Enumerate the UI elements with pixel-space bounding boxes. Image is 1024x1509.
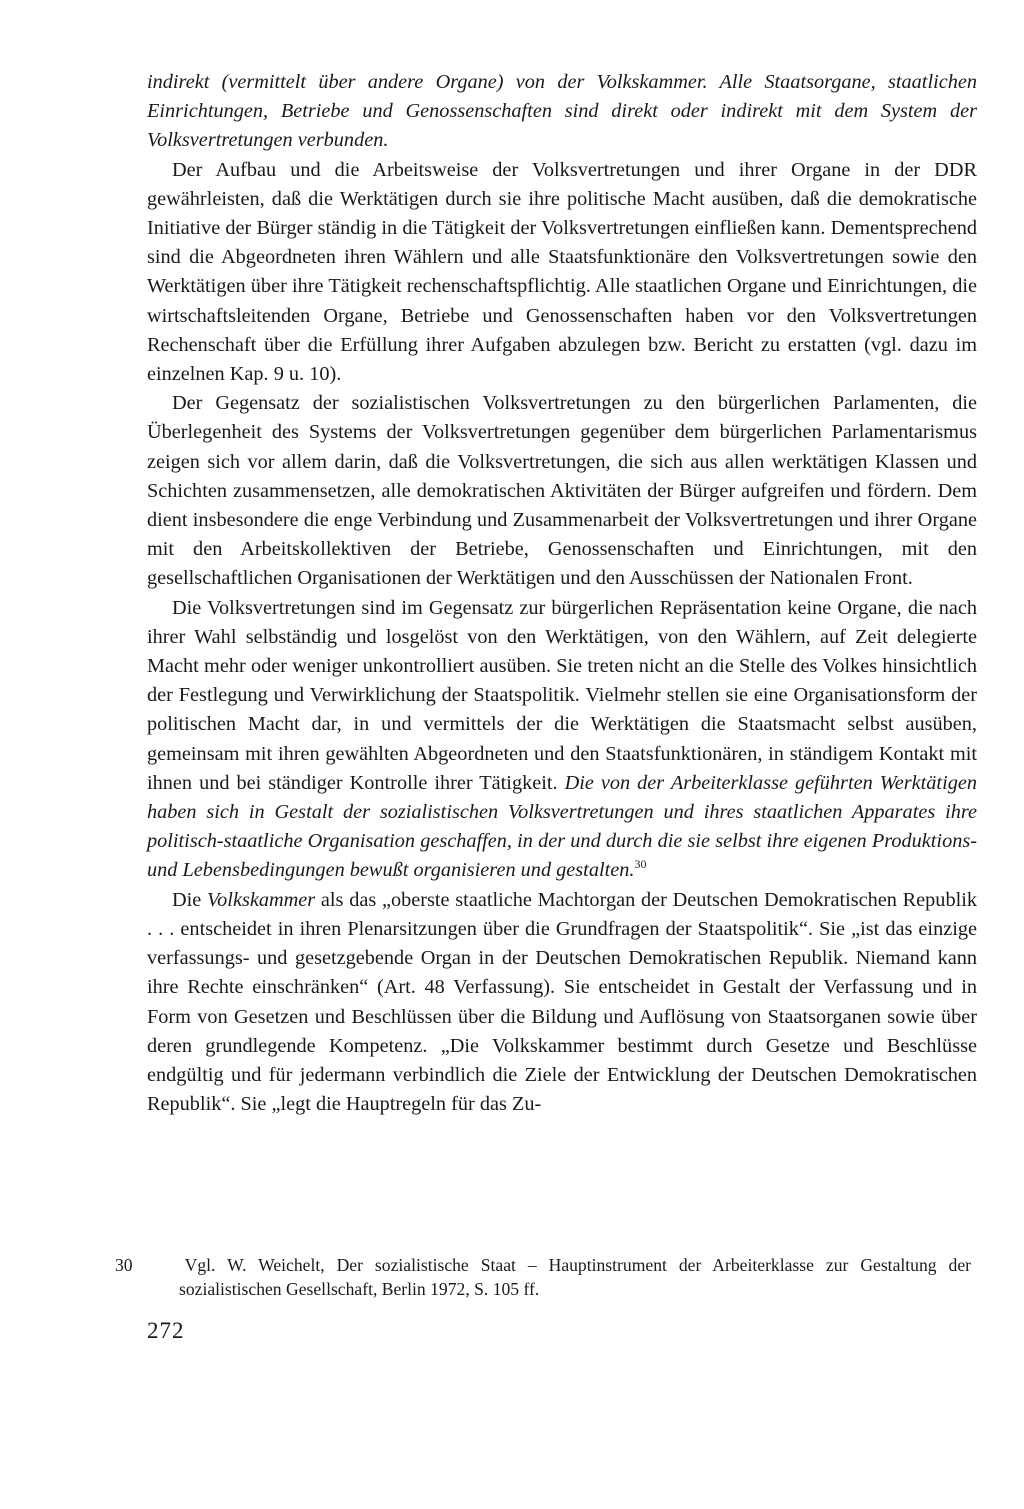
footnote-reference: 30: [634, 857, 647, 872]
body-text: Die Volksvertretungen sind im Gegensatz zur bürgerlichen Repräsentation keine Organe, die nach ihrer Wahl selbständig und losgelöst von den Werktätigen, von den Wählern, auf Zeit delegierte Macht mehr oder weniger unkontrolliert ausüben. Sie treten nicht an die Stelle des Volkes hinsichtlich der Festlegung und Verwirklichung der Staatspolitik. Vielmehr stellen sie eine Organisationsform der politischen Macht dar, in und vermittels der die Werktätigen die Staatsmacht selbst ausüben, gemeinsam mit ihren gewählten Abgeordneten und den Staatsfunktionären, in ständigem Kontakt mit ihnen und bei ständiger Kontrolle ihrer Tätigkeit.: [147, 596, 977, 794]
footnote-text: Vgl. W. Weichelt, Der sozialistische Staat – Hauptinstrument der Arbeiterklasse zur Gestaltung der sozialistischen Gesellschaft, Berlin 1972, S. 105 ff.: [179, 1255, 971, 1299]
italic-text: indirekt (vermittelt über andere Organe) von der Volkskammer. Alle Staatsorgane, staatlichen Einrichtungen, Betriebe und Genossenschaften sind direkt oder indirekt mit dem System der Volksvertretungen verbunden.: [147, 71, 977, 152]
page-number: 272: [147, 1318, 185, 1343]
body-text: Der Gegensatz der sozialistischen Volksvertretungen zu den bürgerlichen Parlamenten, die Überlegenheit des Systems der Volksvertretungen gegenüber dem bürgerlichen Parlamentarismus zeigen sich vor allem darin, daß die Volksvertretungen, die sich aus allen werktätigen Klassen und Schichten zusammensetzen, alle demokratischen Aktivitäten der Bürger aufgreifen und fördern. Dem dient insbesondere die enge Verbindung und Zusammenarbeit der Volksvertretungen und ihrer Organe mit den Arbeitskollektiven der Betriebe, Genossenschaften und Einrichtungen, mit den gesellschaftlichen Organisationen der Werktätigen und den Ausschüssen der Nationalen Front.: [147, 392, 977, 590]
paragraph: [147, 389, 977, 593]
italic-text: Die von der Arbeiterklasse geführten Werktätigen haben sich in Gestalt der sozialistischen Volksvertretungen und ihres staatlichen Apparates ihre politisch-staatliche Organisation geschaffen, in der und durch die sie selbst ihre eigenen Produktions- und Lebensbedingungen bewußt organisieren und gestalten.: [147, 771, 977, 882]
body-text: Der Aufbau und die Arbeitsweise der Volksvertretungen und ihrer Organe in der DDR gewährleisten, daß die Werktätigen durch sie ihre politische Macht ausüben, daß die demokratische Initiative der Bürger ständig in die Tätigkeit der Volksvertretungen einfließen kann. Dementsprechend sind die Abgeordneten ihren Wählern und alle Staatsfunktionäre den Volksvertretungen sowie den Werktätigen über ihre Tätigkeit rechenschaftspflichtig. Alle staatlichen Organe und Einrichtungen, die wirtschaftsleitenden Organe, Betriebe und Genossenschaften haben vor den Volksvertretungen Rechenschaft über die Erfüllung ihrer Aufgaben abzulegen bzw. Bericht zu erstatten (vgl. dazu im einzelnen Kap. 9 u. 10).: [147, 158, 977, 386]
body-text: Die: [172, 888, 208, 911]
paragraph: [147, 594, 977, 886]
footnote-number: 30: [115, 1255, 133, 1275]
paragraph: [147, 156, 977, 390]
footnote-text-block: [115, 1253, 971, 1301]
body-text: als das „oberste staatliche Machtorgan der Deutschen Demokratischen Republik . . . entscheidet in ihren Plenarsitzungen über die Grundfragen der Staatspolitik“. Sie „ist das einzige verfassungs- und gesetzgebende Organ in der Deutschen Demokratischen Republik. Niemand kann ihre Rechte einschränken“ (Art. 48 Verfassung). Sie entscheidet in Gestalt der Verfassung und in Form von Gesetzen und Beschlüssen über die Bildung und Auflösung von Staatsorganen sowie über deren grundlegende Kompetenz. „Die Volkskammer bestimmt durch Gesetze und Beschlüsse endgültig und für jedermann verbindlich die Ziele der Entwicklung der Deutschen Demokratischen Republik“. Sie „legt die Hauptregeln für das Zu-: [147, 888, 977, 1116]
footnote: [115, 1253, 971, 1301]
paragraph: [147, 68, 977, 156]
main-text: [147, 68, 977, 1119]
italic-text: Volkskammer: [207, 888, 316, 911]
page-body: [147, 68, 977, 1119]
paragraph: [147, 886, 977, 1120]
